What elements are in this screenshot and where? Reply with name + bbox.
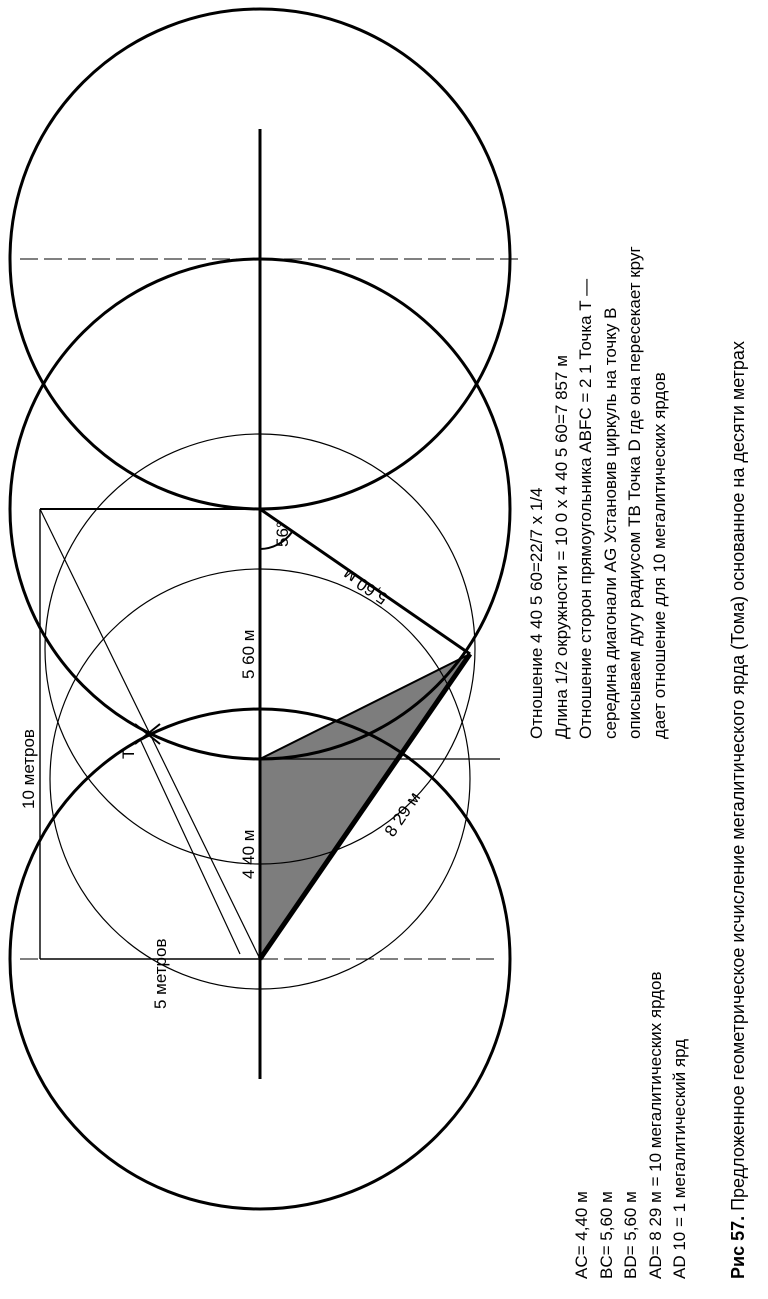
label-ad: 8 29 м [380,788,425,841]
label-ac: 4 40 м [239,829,258,879]
definition-line: BD= 5,60 м [621,1191,640,1279]
note-line: Отношение 4 40 5 60=22/7 x 1/4 [527,487,546,739]
definition-line: AD= 8 29 м = 10 мегалитических ярдов [645,971,665,1279]
caption-prefix: Рис 57. [728,1215,748,1279]
label-five-meters: 5 метров [151,938,170,1009]
note-line: Длина 1/2 окружности = 10 0 x 4 40 5 60=7 857 м [551,355,571,739]
label-point-t: T [119,748,138,759]
definition-line: BC= 5,60 м [596,1191,616,1279]
label-bd: 5,60 м [339,564,392,609]
label-bc: 5 60 м [239,629,258,679]
dimension-5m [140,739,240,954]
label-angle: 56° [273,521,292,547]
diagonal-ag [40,509,260,959]
note-line: Отношение сторон прямоугольника ABFC = 2 1 Точка T — [576,278,595,739]
label-ten-meters: 10 метров [19,729,38,809]
definition-line: AD 10 = 1 мегалитический ярд [670,1038,689,1279]
notes-block [525,246,672,739]
definition-line: AC= 4,40 м [572,1191,591,1279]
figure-caption [728,341,749,1279]
note-line: дает отношение для 10 мегалитических ярдов [649,372,669,739]
note-line: середина диагонали AG Установив циркуль на точку B [600,307,620,739]
definitions-block [570,971,693,1279]
caption-text: Предложенное геометрическое исчисление мегалитического ярда (Тома) основанное на десяти метрах [728,341,748,1216]
note-line: описываем дугу радиусом TB Точка D где она пересекает круг [625,246,644,739]
